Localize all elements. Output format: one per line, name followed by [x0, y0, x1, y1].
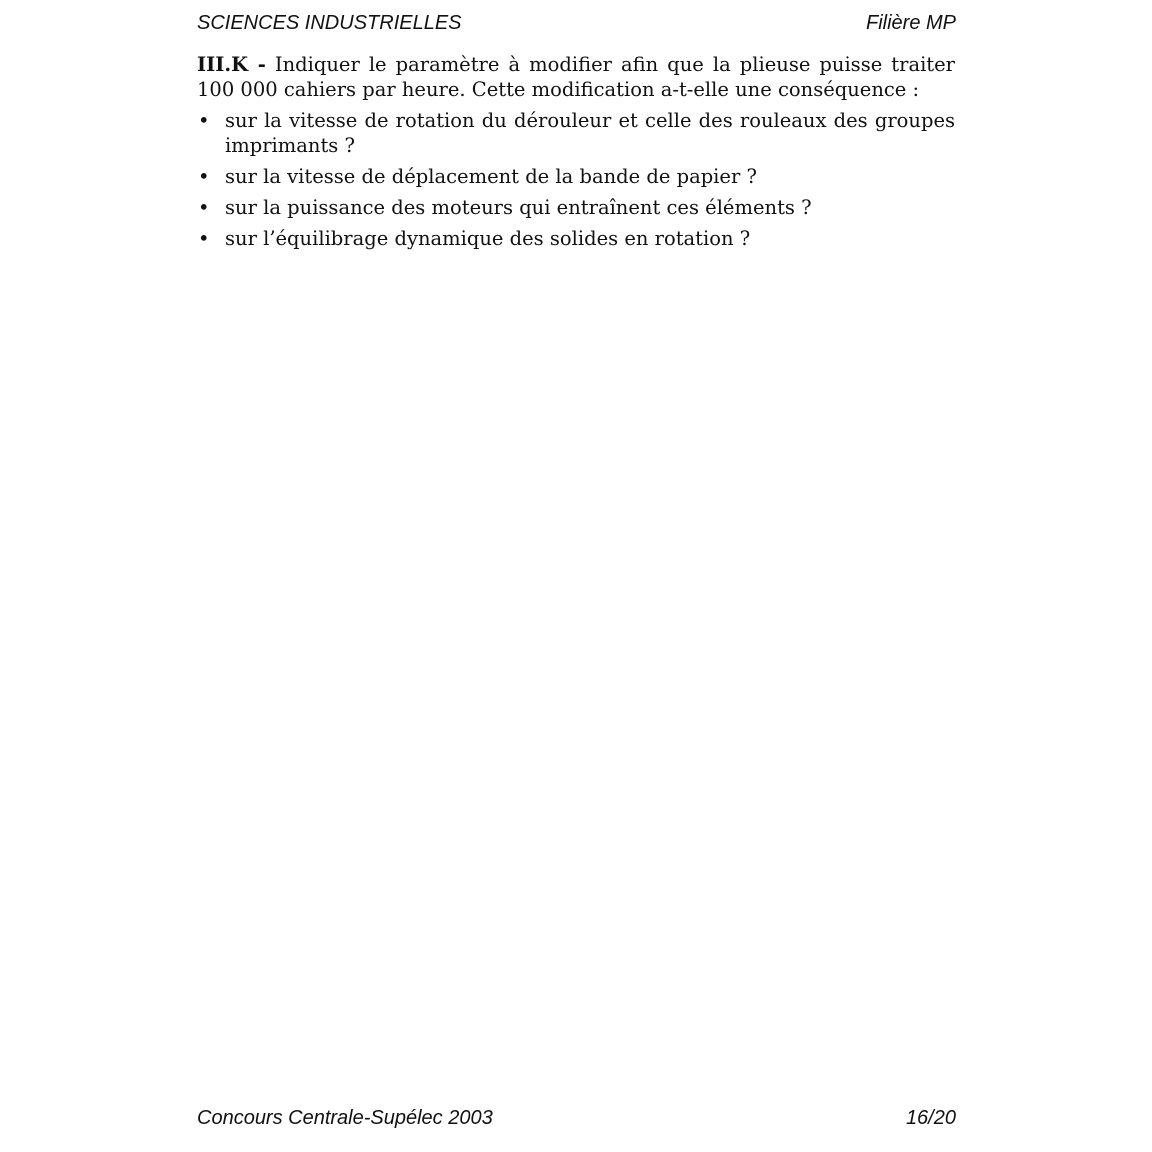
footer-exam: Concours Centrale-Supélec 2003 [197, 1107, 493, 1129]
list-item [197, 195, 955, 220]
list-item [197, 226, 955, 251]
bullet-icon: • [198, 109, 210, 132]
list-item-text: sur la vitesse de rotation du dérouleur et celle des rouleaux des groupes imprimants ? [225, 109, 955, 157]
question-text: Indiquer le paramètre à modifier afin que la plieuse puisse traiter 100 000 cahiers par heure. Cette modification a-t-elle une conséquence : [197, 53, 956, 101]
question-paragraph [197, 52, 955, 102]
list-item-text: sur la puissance des moteurs qui entraînent ces éléments ? [225, 196, 812, 219]
page-content [197, 52, 955, 257]
bullet-icon: • [198, 165, 210, 188]
bullet-icon: • [198, 196, 210, 219]
page-number: 16/20 [905, 1107, 956, 1129]
question-id: III.K - [197, 53, 266, 76]
page-header [197, 11, 956, 35]
bullet-icon: • [198, 227, 210, 250]
header-subject: SCIENCES INDUSTRIELLES [197, 12, 462, 34]
list-item-text: sur l’équilibrage dynamique des solides en rotation ? [225, 227, 751, 250]
list-item [197, 164, 955, 189]
list-item-text: sur la vitesse de déplacement de la bande de papier ? [225, 165, 757, 188]
list-item [197, 108, 955, 158]
consequence-list [197, 108, 955, 251]
page-footer [197, 1106, 956, 1130]
header-track: Filière MP [865, 12, 956, 34]
